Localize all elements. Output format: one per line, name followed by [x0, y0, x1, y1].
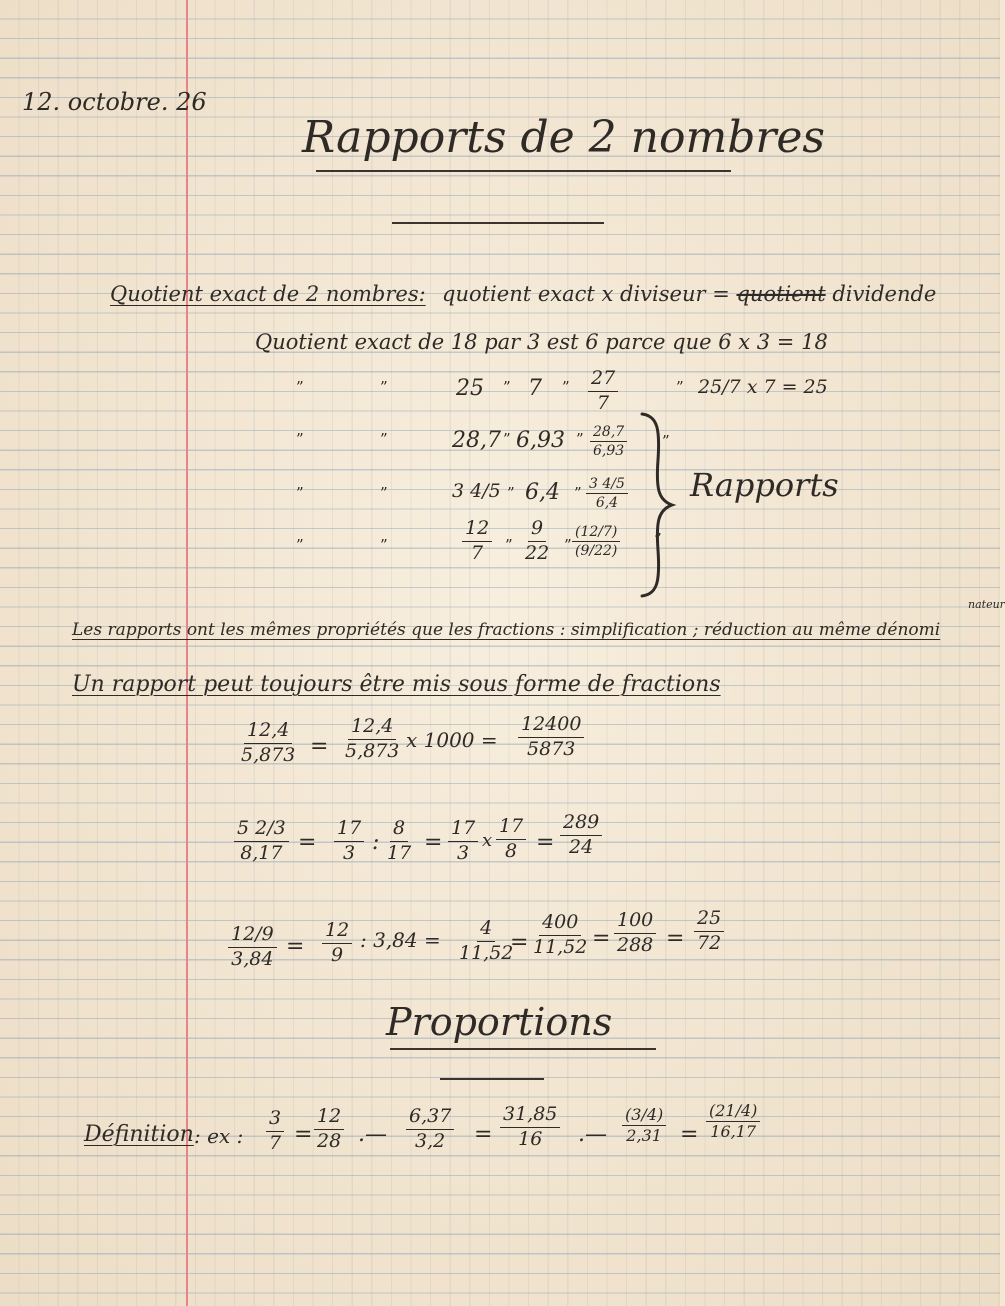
- ex3-divisor: : 3,84 =: [360, 928, 441, 952]
- row1-check: 25/7 x 7 = 25: [698, 376, 828, 398]
- equals-sign: =: [424, 830, 443, 855]
- definition-start: quotient exact x diviseur =: [442, 282, 730, 306]
- ex2-fraction-f: $\frac{289}{24}$: [560, 812, 602, 859]
- ditto-mark: ”: [296, 430, 304, 448]
- separator-dash: .—: [578, 1122, 607, 1147]
- ditto-mark: ”: [380, 536, 388, 554]
- ditto-mark: ”: [380, 378, 388, 396]
- row2-b: 6,93: [516, 428, 565, 453]
- definition-struck-word: quotient: [736, 282, 826, 306]
- ditto-mark: ”: [296, 484, 304, 502]
- ditto-mark: ”: [296, 378, 304, 396]
- right-brace-icon: [640, 410, 680, 600]
- ex3-fraction-b: $\frac{12}{9}$: [322, 920, 352, 967]
- ditto-mark: ”: [574, 484, 582, 502]
- ex1-fraction-c: $\frac{12400}{5873}$: [518, 714, 584, 761]
- rapports-label: Rapports: [690, 466, 839, 504]
- properties-superscript: nateur: [968, 598, 1005, 611]
- ditto-mark: ”: [296, 536, 304, 554]
- times-sign: x: [482, 830, 493, 851]
- ditto-mark: ”: [576, 430, 584, 448]
- red-margin-line: [186, 0, 188, 1306]
- proportions-separator: [440, 1078, 544, 1080]
- row2-a: 28,7: [452, 428, 501, 453]
- row1-b: 7: [528, 376, 542, 401]
- equals-sign: =: [680, 1122, 699, 1147]
- title-separator: [392, 222, 604, 224]
- ex3-fraction-c: $\frac{4}{11,52}$: [459, 917, 514, 964]
- ex3-fraction-a: $\frac{12/9}{3,84}$: [228, 924, 277, 971]
- equals-sign: =: [510, 930, 529, 955]
- def-fraction-d: $\frac{31,85}{16}$: [500, 1104, 560, 1151]
- row2-ratio: $\frac{28,7}{6,93}$: [590, 424, 627, 459]
- separator-dash: .—: [358, 1122, 387, 1147]
- row4-a: $\frac{12}{7}$: [462, 518, 492, 565]
- fraction-rule-line: Un rapport peut toujours être mis sous forme de fractions: [72, 672, 721, 697]
- row3-b: 6,4: [525, 480, 560, 505]
- ex1-multiplier: x 1000 =: [406, 728, 498, 752]
- ditto-mark: ”: [503, 430, 511, 448]
- page-title: Rapports de 2 nombres: [302, 112, 826, 163]
- def-fraction-b: $\frac{12}{28}$: [314, 1106, 344, 1153]
- quotient-example: Quotient exact de 18 par 3 est 6 parce que 6 x 3 = 18: [255, 330, 828, 354]
- quotient-definition: [442, 282, 936, 306]
- row4-ratio: $\frac{(12/7)}{(9/22)}$: [572, 524, 620, 559]
- division-sign: :: [372, 830, 380, 855]
- ditto-mark: ”: [380, 430, 388, 448]
- date: 12. octobre. 26: [22, 88, 207, 116]
- equals-sign: =: [592, 926, 611, 951]
- ex3-fraction-f: $\frac{25}{72}$: [694, 908, 724, 955]
- equals-sign: =: [294, 1122, 313, 1147]
- ditto-mark: ”: [564, 536, 572, 554]
- ditto-mark: ”: [676, 378, 684, 396]
- ex3-fraction-e: $\frac{100}{288}$: [614, 910, 656, 957]
- ditto-mark: ”: [662, 432, 670, 450]
- ex1-fraction-b: $\frac{12,4}{5,873}$: [345, 715, 400, 762]
- ex2-fraction-e: $\frac{17}{8}$: [496, 816, 526, 863]
- row1-ratio: $\frac{27}{7}$: [588, 368, 618, 415]
- ex2-fraction-b: $\frac{17}{3}$: [334, 818, 364, 865]
- equals-sign: =: [474, 1122, 493, 1147]
- row3-ratio: $\frac{3 4/5}{6,4}$: [586, 476, 628, 511]
- def-fraction-a: $\frac{3}{7}$: [266, 1108, 284, 1155]
- ditto-mark: ”: [654, 530, 662, 548]
- equals-sign: =: [536, 830, 555, 855]
- ditto-mark: ”: [505, 536, 513, 554]
- definition-end: dividende: [832, 282, 937, 306]
- definition-ex: : ex :: [194, 1124, 244, 1148]
- ditto-mark: ”: [380, 484, 388, 502]
- def-fraction-c: $\frac{6,37}{3,2}$: [406, 1106, 454, 1153]
- row3-a: 3 4/5: [452, 480, 501, 502]
- ditto-mark: ”: [503, 378, 511, 396]
- definition-label: Définition: [84, 1122, 194, 1147]
- equals-sign: =: [286, 934, 305, 959]
- equals-sign: =: [310, 734, 329, 759]
- row1-a: 25: [456, 376, 484, 401]
- def-fraction-f: $\frac{(21/4)}{16,17}$: [706, 1102, 760, 1142]
- ex1-fraction-a: $\frac{12,4}{5,873}$: [241, 719, 296, 766]
- ex2-fraction-d: $\frac{17}{3}$: [448, 818, 478, 865]
- ditto-mark: ”: [507, 484, 515, 502]
- def-fraction-e: $\frac{(3/4)}{2,31}$: [622, 1106, 666, 1146]
- equals-sign: =: [666, 926, 685, 951]
- ex2-fraction-a: $\frac{5 2/3}{8,17}$: [234, 818, 289, 865]
- equals-sign: =: [298, 830, 317, 855]
- quotient-heading: Quotient exact de 2 nombres:: [110, 282, 426, 306]
- row4-b: $\frac{9}{22}$: [525, 517, 550, 564]
- ditto-mark: ”: [562, 378, 570, 396]
- ex2-fraction-c: $\frac{8}{17}$: [387, 817, 412, 864]
- properties-line: Les rapports ont les mêmes propriétés que les fractions : simplification ; réduction au même dénomi: [72, 620, 941, 640]
- proportions-title: Proportions: [386, 1000, 613, 1044]
- title-underline: [316, 170, 731, 172]
- proportions-underline: [390, 1048, 656, 1050]
- ex3-fraction-d: $\frac{400}{11,52}$: [533, 911, 588, 958]
